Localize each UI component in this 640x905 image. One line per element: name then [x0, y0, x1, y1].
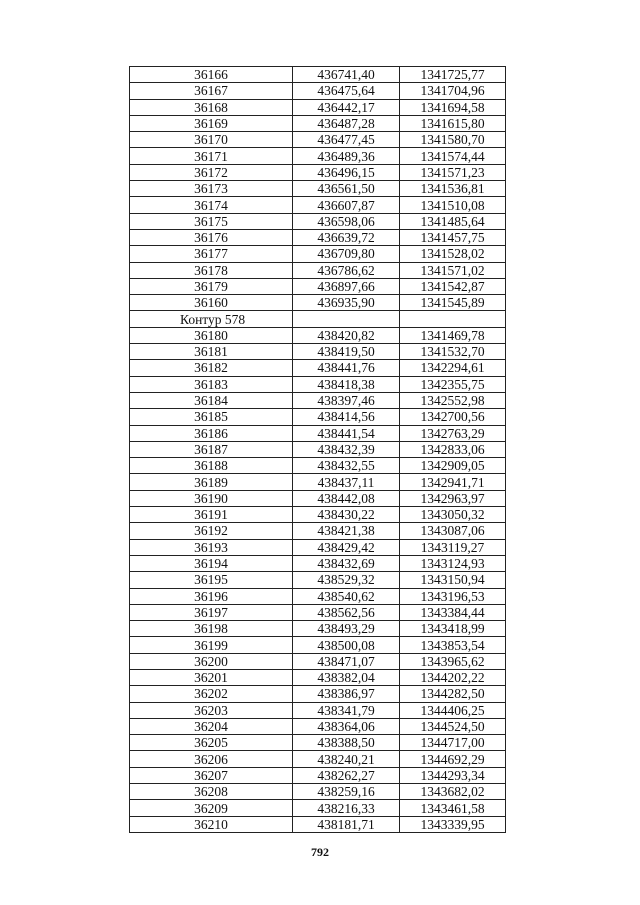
- y-coordinate-cell: 1341694,58: [400, 99, 506, 115]
- point-number-cell: Контур 578: [130, 311, 293, 327]
- point-number-cell: 36169: [130, 115, 293, 131]
- table-row: [130, 425, 506, 441]
- point-number-cell: 36172: [130, 164, 293, 180]
- y-coordinate-cell: 1341485,64: [400, 213, 506, 229]
- point-number-cell: 36200: [130, 653, 293, 669]
- y-coordinate-cell: 1343119,27: [400, 539, 506, 555]
- table-row: [130, 490, 506, 506]
- y-coordinate-cell: 1343418,99: [400, 621, 506, 637]
- table-row: [130, 295, 506, 311]
- point-number-cell: 36191: [130, 507, 293, 523]
- table-row: [130, 83, 506, 99]
- point-number-cell: 36171: [130, 148, 293, 164]
- x-coordinate-cell: 438414,56: [293, 409, 400, 425]
- x-coordinate-cell: 438181,71: [293, 816, 400, 832]
- table-row: [130, 653, 506, 669]
- x-coordinate-cell: 436897,66: [293, 278, 400, 294]
- point-number-cell: 36197: [130, 604, 293, 620]
- x-coordinate-cell: 438262,27: [293, 767, 400, 783]
- table-row: [130, 507, 506, 523]
- coordinates-table-wrapper: [129, 66, 506, 833]
- y-coordinate-cell: 1343050,32: [400, 507, 506, 523]
- y-coordinate-cell: 1342552,98: [400, 392, 506, 408]
- x-coordinate-cell: 438382,04: [293, 669, 400, 685]
- table-row: [130, 197, 506, 213]
- y-coordinate-cell: 1341615,80: [400, 115, 506, 131]
- table-row: [130, 115, 506, 131]
- x-coordinate-cell: 438432,69: [293, 555, 400, 571]
- x-coordinate-cell: 438420,82: [293, 327, 400, 343]
- point-number-cell: 36208: [130, 784, 293, 800]
- y-coordinate-cell: 1342700,56: [400, 409, 506, 425]
- table-row: [130, 441, 506, 457]
- y-coordinate-cell: 1343965,62: [400, 653, 506, 669]
- table-row: [130, 735, 506, 751]
- table-row: [130, 213, 506, 229]
- table-row: [130, 278, 506, 294]
- point-number-cell: 36186: [130, 425, 293, 441]
- x-coordinate-cell: 438364,06: [293, 718, 400, 734]
- point-number-cell: 36175: [130, 213, 293, 229]
- table-row: [130, 164, 506, 180]
- table-row: [130, 702, 506, 718]
- table-row: [130, 588, 506, 604]
- table-row: [130, 132, 506, 148]
- y-coordinate-cell: 1343196,53: [400, 588, 506, 604]
- x-coordinate-cell: 438441,76: [293, 360, 400, 376]
- table-row: [130, 555, 506, 571]
- table-row: [130, 604, 506, 620]
- x-coordinate-cell: 438216,33: [293, 800, 400, 816]
- x-coordinate-cell: 438430,22: [293, 507, 400, 523]
- point-number-cell: 36206: [130, 751, 293, 767]
- y-coordinate-cell: 1343124,93: [400, 555, 506, 571]
- y-coordinate-cell: 1344293,34: [400, 767, 506, 783]
- x-coordinate-cell: 438562,56: [293, 604, 400, 620]
- coordinates-table: [129, 66, 506, 833]
- table-row: [130, 99, 506, 115]
- table-row: [130, 67, 506, 83]
- x-coordinate-cell: 436496,15: [293, 164, 400, 180]
- point-number-cell: 36189: [130, 474, 293, 490]
- y-coordinate-cell: 1341571,23: [400, 164, 506, 180]
- table-row: [130, 344, 506, 360]
- point-number-cell: 36190: [130, 490, 293, 506]
- table-row: [130, 409, 506, 425]
- y-coordinate-cell: 1342763,29: [400, 425, 506, 441]
- x-coordinate-cell: 438500,08: [293, 637, 400, 653]
- y-coordinate-cell: 1341574,44: [400, 148, 506, 164]
- table-row: [130, 686, 506, 702]
- point-number-cell: 36173: [130, 181, 293, 197]
- x-coordinate-cell: 438240,21: [293, 751, 400, 767]
- y-coordinate-cell: 1343384,44: [400, 604, 506, 620]
- y-coordinate-cell: 1343682,02: [400, 784, 506, 800]
- table-row: [130, 669, 506, 685]
- point-number-cell: 36210: [130, 816, 293, 832]
- table-row: [130, 311, 506, 327]
- x-coordinate-cell: 438259,16: [293, 784, 400, 800]
- table-row: [130, 246, 506, 262]
- x-coordinate-cell: 438421,38: [293, 523, 400, 539]
- table-row: [130, 181, 506, 197]
- y-coordinate-cell: 1341725,77: [400, 67, 506, 83]
- y-coordinate-cell: 1341536,81: [400, 181, 506, 197]
- point-number-cell: 36203: [130, 702, 293, 718]
- point-number-cell: 36209: [130, 800, 293, 816]
- page-number: 792: [311, 845, 329, 859]
- point-number-cell: 36174: [130, 197, 293, 213]
- point-number-cell: 36176: [130, 229, 293, 245]
- y-coordinate-cell: 1341571,02: [400, 262, 506, 278]
- x-coordinate-cell: [293, 311, 400, 327]
- x-coordinate-cell: 438442,08: [293, 490, 400, 506]
- y-coordinate-cell: 1341532,70: [400, 344, 506, 360]
- point-number-cell: 36195: [130, 572, 293, 588]
- point-number-cell: 36166: [130, 67, 293, 83]
- x-coordinate-cell: 438441,54: [293, 425, 400, 441]
- x-coordinate-cell: 436607,87: [293, 197, 400, 213]
- point-number-cell: 36201: [130, 669, 293, 685]
- table-row: [130, 800, 506, 816]
- point-number-cell: 36204: [130, 718, 293, 734]
- point-number-cell: 36193: [130, 539, 293, 555]
- point-number-cell: 36177: [130, 246, 293, 262]
- table-row: [130, 572, 506, 588]
- x-coordinate-cell: 438341,79: [293, 702, 400, 718]
- table-row: [130, 360, 506, 376]
- y-coordinate-cell: 1341469,78: [400, 327, 506, 343]
- x-coordinate-cell: 436561,50: [293, 181, 400, 197]
- y-coordinate-cell: 1343853,54: [400, 637, 506, 653]
- x-coordinate-cell: 438493,29: [293, 621, 400, 637]
- table-row: [130, 392, 506, 408]
- y-coordinate-cell: 1344524,50: [400, 718, 506, 734]
- table-row: [130, 718, 506, 734]
- y-coordinate-cell: 1343461,58: [400, 800, 506, 816]
- point-number-cell: 36184: [130, 392, 293, 408]
- point-number-cell: 36170: [130, 132, 293, 148]
- table-row: [130, 327, 506, 343]
- point-number-cell: 36194: [130, 555, 293, 571]
- point-number-cell: 36188: [130, 458, 293, 474]
- x-coordinate-cell: 436709,80: [293, 246, 400, 262]
- point-number-cell: 36180: [130, 327, 293, 343]
- y-coordinate-cell: 1341528,02: [400, 246, 506, 262]
- table-row: [130, 751, 506, 767]
- point-number-cell: 36207: [130, 767, 293, 783]
- table-row: [130, 523, 506, 539]
- x-coordinate-cell: 436786,62: [293, 262, 400, 278]
- y-coordinate-cell: 1344282,50: [400, 686, 506, 702]
- x-coordinate-cell: 436639,72: [293, 229, 400, 245]
- y-coordinate-cell: 1341510,08: [400, 197, 506, 213]
- x-coordinate-cell: 438437,11: [293, 474, 400, 490]
- point-number-cell: 36181: [130, 344, 293, 360]
- y-coordinate-cell: 1341542,87: [400, 278, 506, 294]
- point-number-cell: 36185: [130, 409, 293, 425]
- table-row: [130, 474, 506, 490]
- table-row: [130, 767, 506, 783]
- x-coordinate-cell: 438471,07: [293, 653, 400, 669]
- x-coordinate-cell: 436487,28: [293, 115, 400, 131]
- y-coordinate-cell: 1341457,75: [400, 229, 506, 245]
- point-number-cell: 36178: [130, 262, 293, 278]
- y-coordinate-cell: 1341580,70: [400, 132, 506, 148]
- point-number-cell: 36167: [130, 83, 293, 99]
- point-number-cell: 36187: [130, 441, 293, 457]
- x-coordinate-cell: 438419,50: [293, 344, 400, 360]
- point-number-cell: 36205: [130, 735, 293, 751]
- x-coordinate-cell: 436489,36: [293, 148, 400, 164]
- table-row: [130, 148, 506, 164]
- y-coordinate-cell: 1342833,06: [400, 441, 506, 457]
- x-coordinate-cell: 436475,64: [293, 83, 400, 99]
- y-coordinate-cell: 1344202,22: [400, 669, 506, 685]
- table-row: [130, 539, 506, 555]
- table-body: [130, 67, 506, 833]
- point-number-cell: 36199: [130, 637, 293, 653]
- table-row: [130, 784, 506, 800]
- table-row: [130, 816, 506, 832]
- x-coordinate-cell: 438429,42: [293, 539, 400, 555]
- point-number-cell: 36192: [130, 523, 293, 539]
- x-coordinate-cell: 438529,32: [293, 572, 400, 588]
- point-number-cell: 36179: [130, 278, 293, 294]
- x-coordinate-cell: 438386,97: [293, 686, 400, 702]
- y-coordinate-cell: 1342355,75: [400, 376, 506, 392]
- x-coordinate-cell: 438418,38: [293, 376, 400, 392]
- table-row: [130, 637, 506, 653]
- table-row: [130, 458, 506, 474]
- point-number-cell: 36182: [130, 360, 293, 376]
- y-coordinate-cell: 1344717,00: [400, 735, 506, 751]
- x-coordinate-cell: 436477,45: [293, 132, 400, 148]
- x-coordinate-cell: 436598,06: [293, 213, 400, 229]
- x-coordinate-cell: 438397,46: [293, 392, 400, 408]
- y-coordinate-cell: 1343150,94: [400, 572, 506, 588]
- point-number-cell: 36202: [130, 686, 293, 702]
- y-coordinate-cell: 1344692,29: [400, 751, 506, 767]
- y-coordinate-cell: 1341704,96: [400, 83, 506, 99]
- y-coordinate-cell: 1343087,06: [400, 523, 506, 539]
- y-coordinate-cell: 1342294,61: [400, 360, 506, 376]
- point-number-cell: 36160: [130, 295, 293, 311]
- x-coordinate-cell: 438388,50: [293, 735, 400, 751]
- x-coordinate-cell: 438432,55: [293, 458, 400, 474]
- table-row: [130, 621, 506, 637]
- y-coordinate-cell: 1342909,05: [400, 458, 506, 474]
- table-row: [130, 376, 506, 392]
- x-coordinate-cell: 436935,90: [293, 295, 400, 311]
- y-coordinate-cell: 1344406,25: [400, 702, 506, 718]
- point-number-cell: 36168: [130, 99, 293, 115]
- x-coordinate-cell: 436442,17: [293, 99, 400, 115]
- table-row: [130, 229, 506, 245]
- point-number-cell: 36196: [130, 588, 293, 604]
- y-coordinate-cell: 1342941,71: [400, 474, 506, 490]
- table-row: [130, 262, 506, 278]
- y-coordinate-cell: 1343339,95: [400, 816, 506, 832]
- point-number-cell: 36183: [130, 376, 293, 392]
- point-number-cell: 36198: [130, 621, 293, 637]
- y-coordinate-cell: 1342963,97: [400, 490, 506, 506]
- y-coordinate-cell: [400, 311, 506, 327]
- x-coordinate-cell: 438540,62: [293, 588, 400, 604]
- x-coordinate-cell: 438432,39: [293, 441, 400, 457]
- x-coordinate-cell: 436741,40: [293, 67, 400, 83]
- y-coordinate-cell: 1341545,89: [400, 295, 506, 311]
